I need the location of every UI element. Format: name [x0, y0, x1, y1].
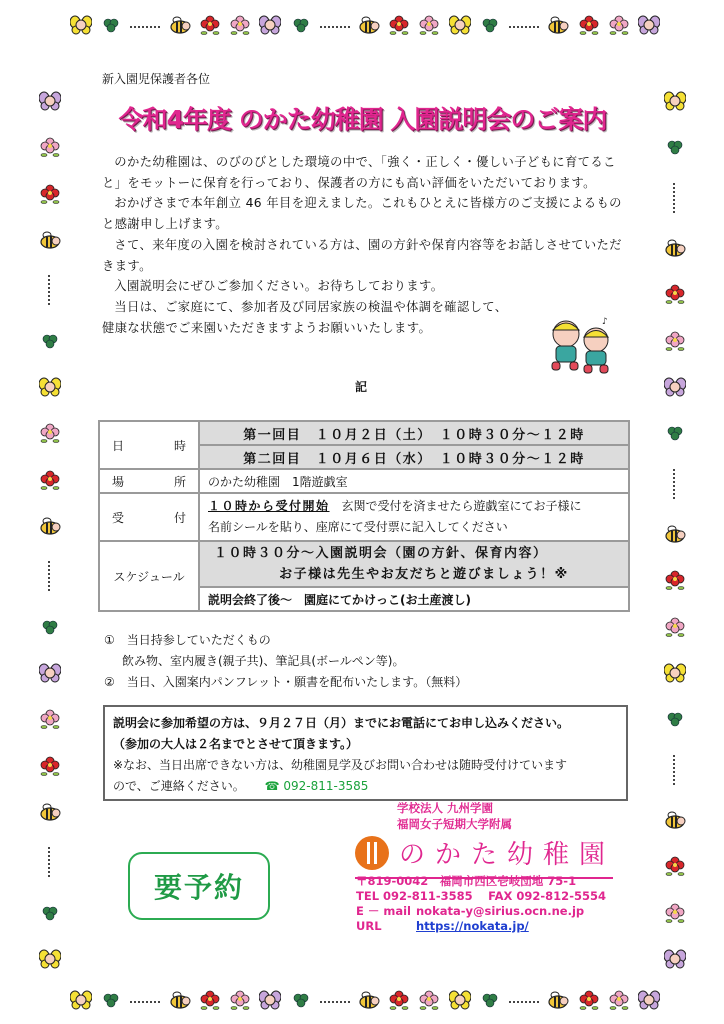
butterfly-icon — [638, 989, 660, 1011]
dotted-trail — [48, 847, 52, 877]
bee-icon — [169, 14, 191, 36]
clover-icon — [664, 422, 686, 444]
schedule-after: 説明会終了後～ 園庭にてかけっこ(お土産渡し) — [199, 587, 629, 611]
clover-icon — [479, 989, 501, 1011]
clover-icon — [39, 902, 61, 924]
school-name: のかた幼稚園 — [399, 840, 616, 870]
page-title: 令和4年度 のかた幼稚園 入園説明会のご案内 — [118, 105, 607, 134]
paragraph: 健康な状態でご来園いただきますようお願いいたします。 — [102, 320, 432, 335]
butterfly-icon — [664, 376, 686, 398]
flower-icon — [418, 14, 440, 36]
note-item-2: ② 当日、入園案内パンフレット・願書を配布いたします。（無料） — [104, 675, 468, 689]
clover-icon — [664, 708, 686, 730]
label-schedule: スケジュール — [99, 541, 199, 611]
tel-fax: TEL 092-811-3585 FAX 092-812-5554 — [356, 889, 606, 903]
flower-icon — [39, 469, 61, 491]
dotted-trail — [320, 22, 350, 28]
registration-callout: 説明会に参加希望の方は、９月２７日（月）までにお電話にてお申し込みください。 （参加の大人は２名までとさせて頂きます。） ※なお、当日出席できない方は、幼稚園見学及びお問い合わせは随時受付けています ので、ご連絡ください。 ☎ 092-811-3585 — [103, 705, 628, 801]
butterfly-icon — [664, 662, 686, 684]
flower-icon — [664, 855, 686, 877]
bee-icon — [358, 989, 380, 1011]
flower-icon — [39, 755, 61, 777]
session-2: 第二回目 １０月６日（水） １０時３０分～１２時 — [199, 445, 629, 469]
reception-value: １０時から受付開始 玄関で受付を済ませたら遊戯室にてお子様に 名前シールを貼り、座席にて受付票に記入してください — [199, 493, 629, 541]
flower-icon — [388, 14, 410, 36]
school-logo-icon — [355, 836, 389, 870]
butterfly-icon — [449, 14, 471, 36]
clover-icon — [39, 330, 61, 352]
bee-icon — [664, 809, 686, 831]
paragraph: おかげさまで本年創立 46 年目を迎えました。これもひとえに皆様方のご支援によるものと感謝申し上げます。 — [102, 196, 622, 232]
butterfly-icon — [664, 948, 686, 970]
flower-icon — [664, 283, 686, 305]
intro-body — [102, 152, 627, 338]
dotted-trail — [48, 275, 52, 305]
event-info-table — [98, 420, 630, 612]
flower-icon — [578, 14, 600, 36]
decorative-border-bottom — [70, 985, 660, 1015]
butterfly-icon — [39, 948, 61, 970]
dotted-trail — [320, 997, 350, 1003]
flower-icon — [39, 183, 61, 205]
butterfly-icon — [39, 662, 61, 684]
decorative-border-right — [660, 90, 690, 970]
paragraph: 当日は、ご家庭にて、参加者及び同居家族の検温や体調を確認して、 — [114, 299, 508, 314]
dotted-trail — [130, 997, 160, 1003]
butterfly-icon — [664, 90, 686, 112]
label-reception: 受 付 — [99, 493, 199, 541]
dotted-trail — [130, 22, 160, 28]
clover-icon — [290, 989, 312, 1011]
bee-icon — [169, 989, 191, 1011]
bee-icon — [664, 237, 686, 259]
butterfly-icon — [39, 90, 61, 112]
decorative-border-top — [70, 10, 660, 40]
svg-text:♪: ♪ — [602, 317, 608, 327]
note-item-1: ① 当日持参していただくもの — [104, 633, 271, 647]
flower-icon — [199, 989, 221, 1011]
flower-icon — [388, 989, 410, 1011]
ki-heading: 記 — [355, 380, 368, 394]
paragraph: 入園説明会にぜひご参加ください。お待ちしております。 — [114, 279, 444, 294]
bee-icon — [547, 989, 569, 1011]
flower-icon — [199, 14, 221, 36]
butterfly-icon — [259, 14, 281, 36]
dotted-trail — [673, 469, 677, 499]
flower-icon — [608, 14, 630, 36]
phone-number[interactable]: ☎ 092-811-3585 — [264, 779, 369, 793]
flower-icon — [608, 989, 630, 1011]
note-item-1-detail: 飲み物、室内履き(親子共)、筆記具(ボールペン等)。 — [122, 654, 405, 668]
flower-icon — [39, 136, 61, 158]
addressee: 新入園児保護者各位 — [102, 72, 211, 86]
flower-icon — [39, 708, 61, 730]
label-datetime: 日 時 — [99, 421, 199, 469]
flower-icon — [578, 989, 600, 1011]
phone-icon: ☎ — [264, 779, 280, 793]
decorative-border-left — [35, 90, 65, 970]
butterfly-icon — [70, 14, 92, 36]
dotted-trail — [673, 755, 677, 785]
dotted-trail — [48, 561, 52, 591]
butterfly-icon — [449, 989, 471, 1011]
clover-icon — [479, 14, 501, 36]
website-link[interactable]: https://nokata.jp/ — [416, 919, 529, 933]
bee-icon — [358, 14, 380, 36]
butterfly-icon — [638, 14, 660, 36]
dotted-trail — [673, 183, 677, 213]
reservation-required-badge: 要予約 — [128, 852, 270, 920]
bee-icon — [547, 14, 569, 36]
place-value: のかた幼稚園 1階遊戯室 — [199, 469, 629, 493]
butterfly-icon — [39, 376, 61, 398]
session-1: 第一回目 １０月２日（土） １０時３０分～１２時 — [199, 421, 629, 445]
school-block: 学校法人 九州学園 福岡女子短期大学附属 のかた幼稚園 — [355, 800, 615, 879]
flower-icon — [39, 422, 61, 444]
postal-address: 〒819-0042 福岡市西区壱岐団地 75-1 — [356, 874, 577, 888]
bee-icon — [39, 515, 61, 537]
clover-icon — [39, 616, 61, 638]
bee-icon — [39, 229, 61, 251]
flower-icon — [664, 616, 686, 638]
dotted-trail — [509, 22, 539, 28]
flower-icon — [664, 330, 686, 352]
flower-icon — [229, 989, 251, 1011]
dotted-trail — [509, 997, 539, 1003]
clover-icon — [664, 136, 686, 158]
schedule-main: １０時３０分～入園説明会（園の方針、保育内容） お子様は先生やお友だちと遊びましょう！※ — [199, 541, 629, 587]
butterfly-icon — [259, 989, 281, 1011]
notes — [104, 630, 467, 693]
butterfly-icon — [70, 989, 92, 1011]
flower-icon — [664, 902, 686, 924]
children-running-illustration — [540, 312, 620, 376]
contact-info: 〒819-0042 福岡市西区壱岐団地 75-1 TEL 092-811-3585 FAX 092-812-5554 E － mail nokata-y@sirius.ocn.ne.jp URL https://nokata.jp/ — [356, 874, 606, 933]
reception-start: １０時から受付開始 — [208, 499, 330, 513]
clover-icon — [100, 989, 122, 1011]
label-place: 場 所 — [99, 469, 199, 493]
paragraph: のかた幼稚園は、のびのびとした環境の中で、「強く・正しく・優しい子どもに育てること」をモットーに保育を行っており、保護者の方にも高い評価をいただいております。 — [102, 155, 616, 190]
flower-icon — [664, 569, 686, 591]
paragraph: さて、来年度の入園を検討されている方は、園の方針や保育内容等をお話しさせていただきます。 — [102, 237, 622, 273]
flower-icon — [418, 989, 440, 1011]
email[interactable]: nokata-y@sirius.ocn.ne.jp — [416, 904, 585, 918]
clover-icon — [100, 14, 122, 36]
flower-icon — [229, 14, 251, 36]
bee-icon — [39, 801, 61, 823]
clover-icon — [290, 14, 312, 36]
bee-icon — [664, 523, 686, 545]
